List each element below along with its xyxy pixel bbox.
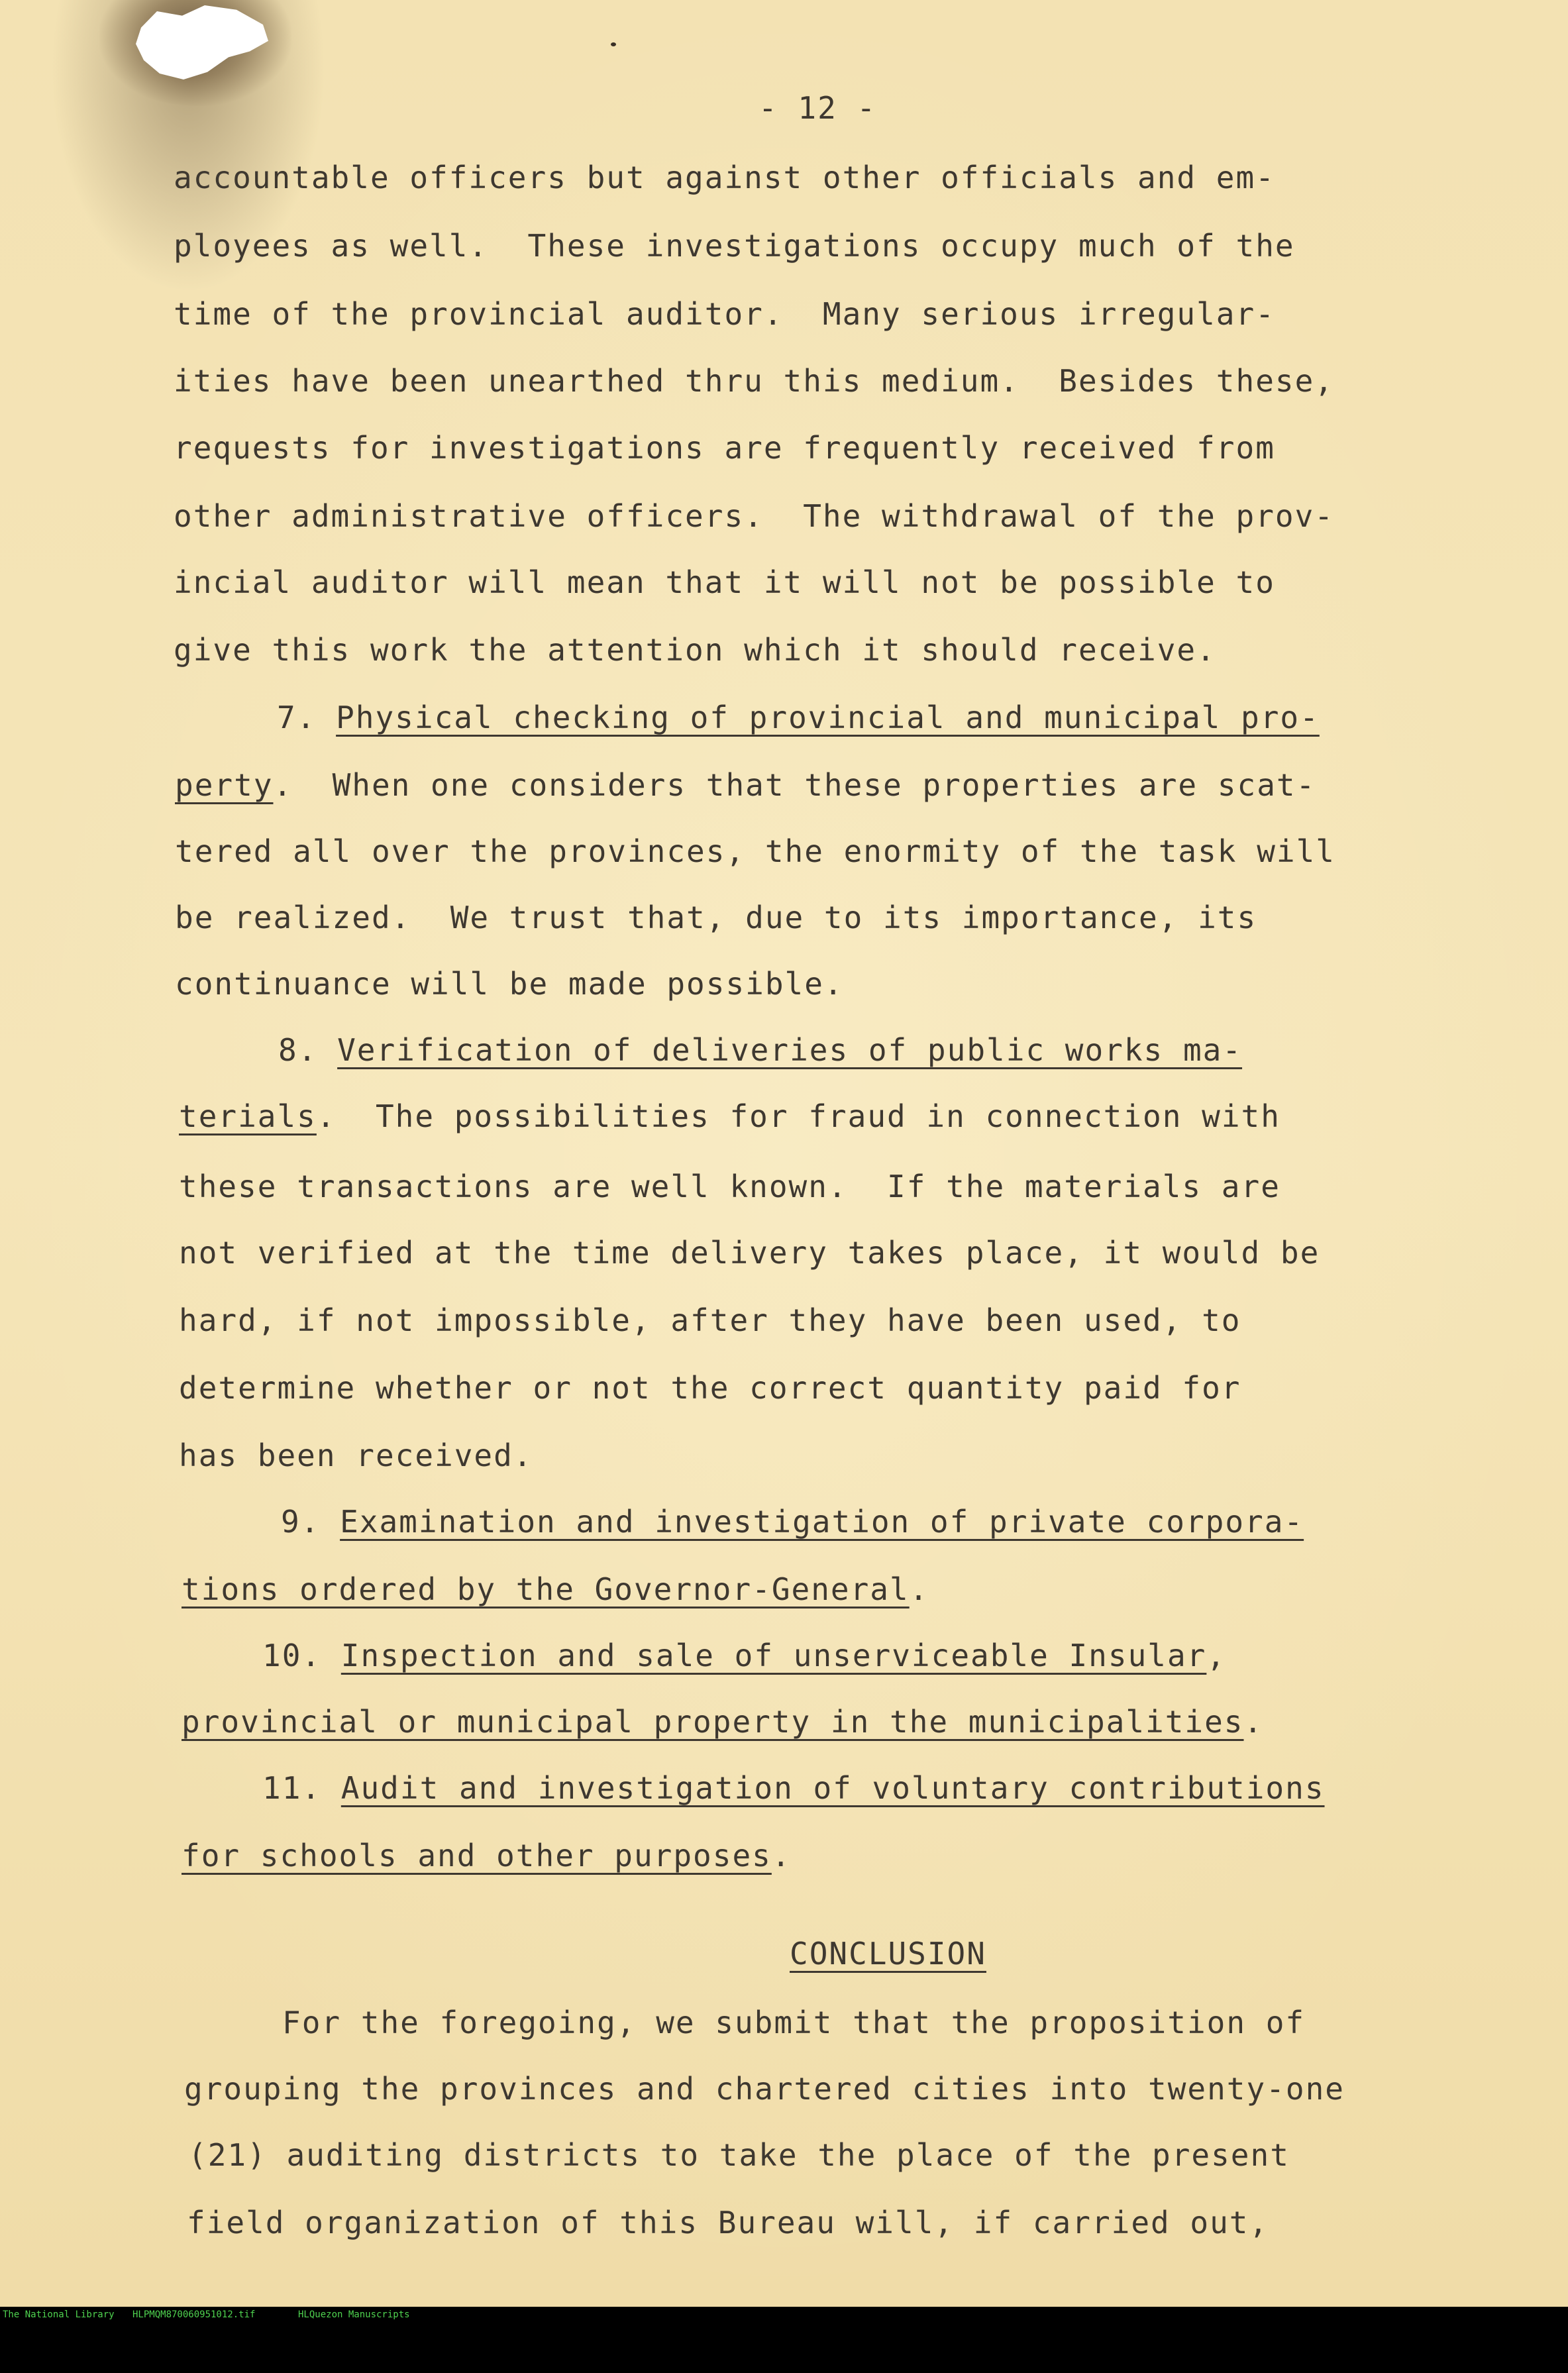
item-heading: provincial or municipal property in the municipalities — [182, 1704, 1244, 1740]
text-line: hard, if not impossible, after they have been used, to — [179, 1302, 1241, 1338]
text-line: give this work the attention which it should receive. — [174, 632, 1216, 668]
item-number: 9. — [281, 1504, 321, 1540]
page-number: - 12 - — [758, 90, 877, 126]
item-heading: Audit and investigation of voluntary contributions — [340, 1770, 1325, 1806]
item-heading: Verification of deliveries of public works ma- — [337, 1032, 1243, 1068]
text-line: requests for investigations are frequently received from — [174, 430, 1275, 466]
text-line: For the foregoing, we submit that the proposition of — [282, 2005, 1306, 2040]
text-line: not verified at the time delivery takes place, it would be — [179, 1235, 1320, 1271]
item-9-line-2: tions ordered by the Governor-General. — [182, 1571, 929, 1607]
item-heading: perty — [175, 767, 274, 803]
item-heading: Physical checking of provincial and municipal pro- — [336, 700, 1320, 735]
text-line: . The possibilities for fraud in connection with — [316, 1098, 1281, 1134]
text-line: incial auditor will mean that it will not be possible to — [174, 564, 1275, 600]
footer-collection: HLQuezon Manuscripts — [298, 2309, 410, 2320]
text-line: (21) auditing districts to take the place of the present — [188, 2137, 1290, 2173]
item-number: 7. — [277, 700, 317, 735]
item-8-line-1 — [278, 1032, 1243, 1068]
footer-library: The National Library — [3, 2309, 115, 2320]
text-line: ployees as well. These investigations occupy much of the — [174, 228, 1295, 264]
item-number: 10. — [262, 1638, 322, 1673]
item-10-line-1: 10. Inspection and sale of unserviceable Insular, — [262, 1638, 1227, 1673]
item-heading: Examination and investigation of private corpora- — [340, 1504, 1304, 1540]
item-11-line-2: for schools and other purposes. — [182, 1838, 792, 1873]
item-7-line-1 — [277, 702, 1320, 733]
item-heading: for schools and other purposes — [182, 1838, 772, 1873]
text-line: continuance will be made possible. — [175, 966, 844, 1002]
item-number: 11. — [262, 1770, 322, 1806]
item-7-line-2 — [175, 767, 1316, 803]
text-line: these transactions are well known. If the materials are — [179, 1169, 1281, 1204]
item-11-line-1 — [262, 1770, 1325, 1806]
text-line: . When one considers that these properties are scat- — [273, 767, 1316, 803]
text-line: determine whether or not the correct quantity paid for — [179, 1370, 1241, 1406]
text-line: has been received. — [179, 1438, 533, 1473]
text-line: ities have been unearthed thru this medium. Besides these, — [174, 363, 1334, 399]
item-8-line-2 — [179, 1098, 1281, 1134]
item-heading: terials — [179, 1098, 317, 1134]
footer-file-id: HLPMQM870060951012.tif — [132, 2309, 256, 2320]
text-line: field organization of this Bureau will, if carried out, — [187, 2205, 1269, 2241]
ink-speck — [611, 42, 616, 46]
item-number: 8. — [278, 1032, 318, 1068]
item-9-line-1 — [281, 1504, 1304, 1540]
item-heading: tions ordered by the Governor-General — [182, 1571, 910, 1607]
section-heading: CONCLUSION — [790, 1936, 986, 1972]
text-line: grouping the provinces and chartered cities into twenty-one — [184, 2071, 1345, 2107]
archive-footer — [0, 2307, 1568, 2323]
text-line: time of the provincial auditor. Many serious irregular- — [174, 296, 1275, 332]
text-line: be realized. We trust that, due to its importance, its — [175, 900, 1257, 935]
text-line: accountable officers but against other officials and em- — [174, 160, 1275, 195]
text-line: other administrative officers. The withdrawal of the prov- — [174, 498, 1334, 534]
item-10-line-2: provincial or municipal property in the municipalities. — [182, 1704, 1264, 1740]
text-line: tered all over the provinces, the enormity of the task will — [175, 833, 1335, 869]
item-heading: Inspection and sale of unserviceable Insular — [340, 1638, 1207, 1673]
